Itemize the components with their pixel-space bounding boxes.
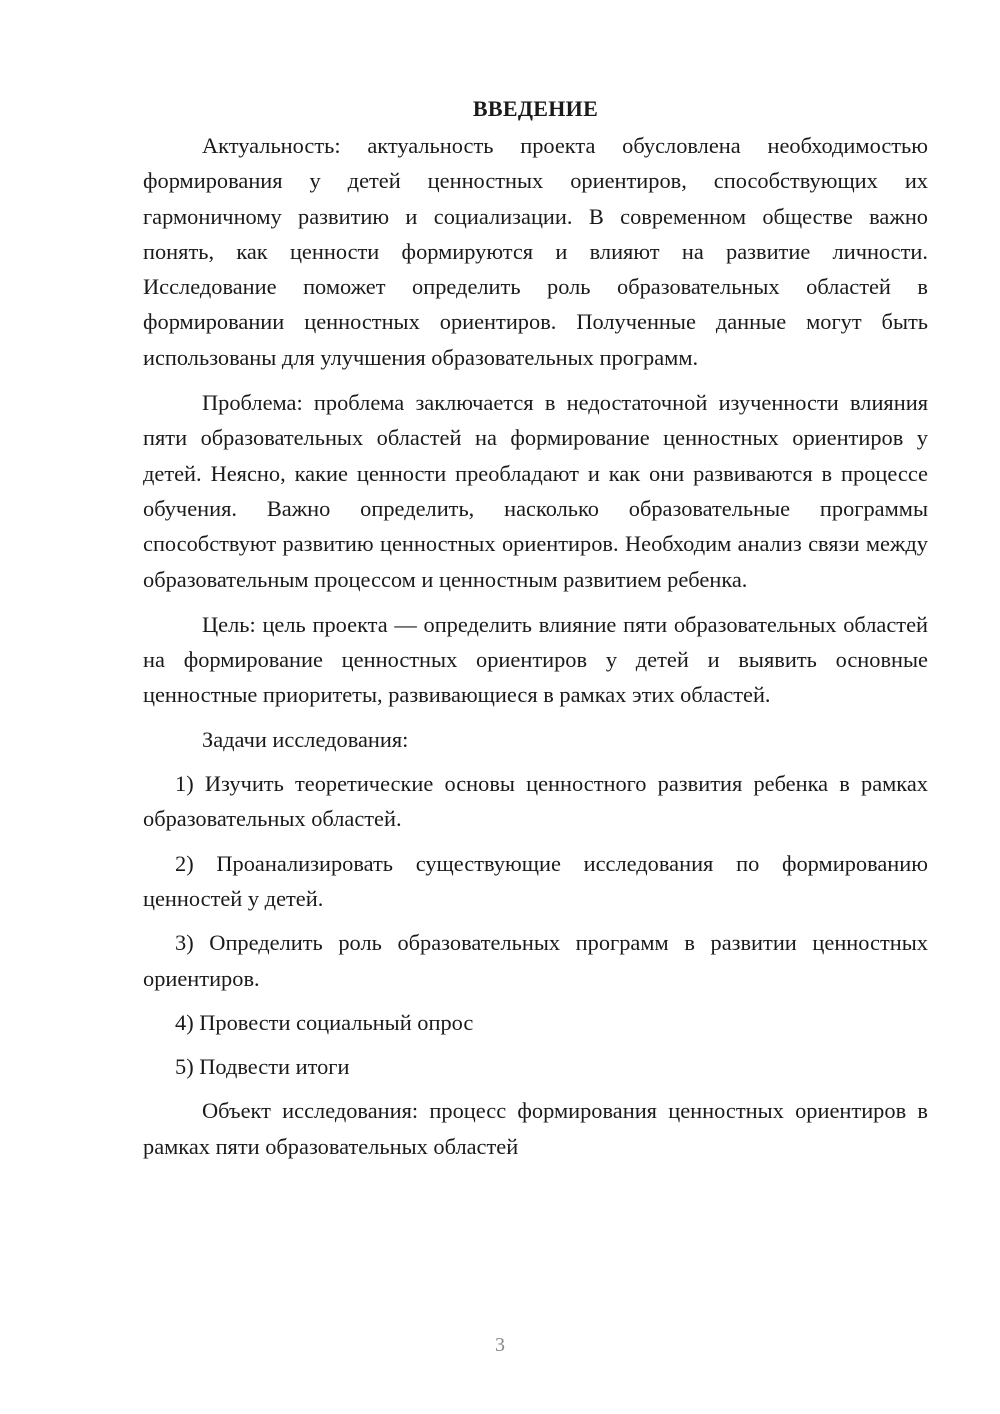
problem-paragraph: Проблема: проблема заключается в недостаточной изученности влияния пяти образовательных областей на формирование ценностных ориентиров у детей. Неясно, какие ценности преобладают и как они развиваются в процессе обучения. Важно определить, насколько образовательные программы способствуют развитию ценностных ориентиров. Необходим анализ связи между образовательным процессом и ценностным развитием ребенка. — [143, 390, 928, 592]
goal-paragraph: Цель: цель проекта — определить влияние пяти образовательных областей на формирование ценностных ориентиров у детей и выявить основные ценностные приоритеты, развивающиеся в рамках этих областей. — [143, 611, 928, 708]
object-paragraph: Объект исследования: процесс формирования ценностных ориентиров в рамках пяти образовательных областей — [143, 1098, 928, 1159]
task-item-5: 5) Подвести итоги — [175, 1054, 350, 1080]
task-item-3: 3) Определить роль образовательных программ в развитии ценностных ориентиров. — [143, 930, 928, 991]
page-number: 3 — [495, 1334, 505, 1356]
task-item-1: 1) Изучить теоретические основы ценностного развития ребенка в рамках образовательных областей. — [143, 771, 928, 832]
relevance-paragraph: Актуальность: актуальность проекта обусловлена необходимостью формирования у детей ценностных ориентиров, способствующих их гармоничному развитию и социализации. В современном обществе важно понять, как ценности формируются и влияют на развитие личности. Исследование поможет определить роль образовательных областей в формировании ценностных ориентиров. Полученные данные могут быть использованы для улучшения образовательных программ. — [143, 133, 928, 370]
task-item-2: 2) Проанализировать существующие исследования по формированию ценностей у детей. — [143, 850, 928, 911]
task-item-4: 4) Провести социальный опрос — [175, 1009, 474, 1035]
tasks-heading: Задачи исследования: — [202, 726, 409, 752]
document-page — [143, 94, 928, 1164]
page-title: ВВЕДЕНИЕ — [472, 96, 599, 121]
